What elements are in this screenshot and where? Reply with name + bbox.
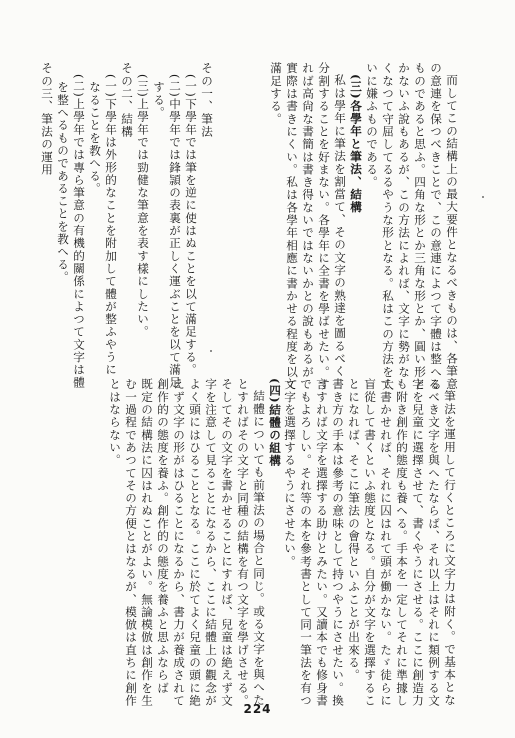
text-line: でもよろしい。それ等の本を參考書として同一筆法を有つ — [299, 378, 313, 707]
subsection-heading: その一、筆法 — [200, 62, 214, 138]
text-line: なることを教へる。 — [88, 80, 102, 195]
text-line: とはならない。 — [108, 378, 122, 467]
text-line: (一)下學年では筆を逆に使はぬことを以て滿足する。 — [184, 73, 198, 376]
text-line: れば高尙な書簡は書き得ないではないかとの說もあるが — [301, 62, 315, 379]
text-line: む一過程であつてその方便とはなるが、模倣は直ちに創作 — [124, 378, 138, 707]
text-line: 書き方の手本は參考の意味として持つやうにさせたい。換 — [331, 378, 345, 707]
text-line: も附き創作的態度も養へる。手本を一定してそれに準據し — [395, 378, 409, 707]
text-line: とすればその文字と同種の結構を有つ文字を學げさせる。 — [236, 378, 250, 707]
text-line: くなつて守屈してるるやうな形となる。私はこの方法を大 — [381, 62, 395, 391]
text-line: とになれば、そこに筆法の會得といふことが出來る。 — [347, 378, 361, 682]
text-line: ものであると思ふ。四角な形とか三角な形とか、圓い形と — [413, 62, 427, 391]
text-line: (三)上學年では勁健な筆意を表す樣にしたい。 — [136, 73, 150, 338]
text-line: 言すれば文字を選擇する助けとみたい。又讀本でも修身書 — [315, 378, 329, 707]
text-line: 字を注意して見ることになるから、ここに結體上の觀念が — [204, 378, 218, 707]
text-line: 創作的の態度を養ふ。創作的の態度を養ふと思ふならば — [156, 378, 170, 695]
print-speck — [482, 196, 484, 198]
text-line: 私は學年に筆法を割當て、その文字の熟達を圖るべく — [333, 73, 347, 378]
text-line: て書かせれば、それに囚はれて頭が働かない。たゞ徒らに — [379, 378, 393, 707]
text-line: 結體についても前筆法の場合と同じ。或る文字を與へた — [252, 389, 266, 706]
page-number: 224 — [243, 702, 272, 716]
text-line: (二)上學年では專ら筆意の有機的關係によつて文字は體 — [72, 73, 86, 389]
text-line: (二)中學年では鋒頴の表裏が正しく運ぶことを以て滿足 — [168, 73, 182, 389]
text-line: そしてその文字を書かせることにすれば、兒童は絶えず文 — [220, 378, 234, 707]
text-line: 實際は書きにくい。私は各學年相應に書かせる程度を以て — [285, 62, 299, 391]
section-heading: (四)結體の組構 — [268, 378, 282, 467]
section-heading: (三)各學年と筆法、結構 — [349, 73, 363, 214]
text-line: よく頭にはひることとなる。ここに於てよく兒童の頭に絶 — [188, 378, 202, 707]
text-line: 分割することを好まない。各學年に全書を學ばせたい。す — [317, 62, 331, 391]
subsection-heading: その二、結構 — [120, 62, 134, 138]
text-line: 滿足する。 — [269, 62, 283, 126]
text-line: るべき文字を與へたならば、それ以上はそれに類例する文 — [427, 378, 441, 707]
text-line: する。 — [152, 80, 166, 119]
lower-right-text-column — [283, 378, 458, 707]
text-line: 盲從して書くといふ態度となる。自分が文字を選擇するこ — [363, 378, 377, 707]
text-line: 筆法を運用して行くところに文字力は附く。で基本とな — [443, 389, 457, 706]
subsection-heading: その三、筆法の運用 — [40, 62, 54, 176]
text-line: の意連を保つべきことで、この意連によつて字體は整へる — [429, 62, 443, 391]
text-line: 字を兒童に選擇させて、書くやうにさせる。ここに創造力 — [411, 378, 425, 707]
text-line: 既定の結構法に囚はれぬことがよい。無論模倣は創作を生 — [140, 378, 154, 707]
text-line: かないふ說もあるが、この方法によれば、文字に勢がな — [397, 62, 411, 379]
text-line: (一)下學年は外形的なことを附加して體が整ふやうに — [104, 73, 118, 376]
lower-left-text-column — [59, 378, 283, 707]
text-line: 文字を選擇するやうにさせたい。 — [283, 378, 297, 568]
text-line: いに嫌ふものである。 — [365, 62, 379, 189]
print-speck — [210, 350, 212, 352]
upper-left-text-column — [40, 62, 215, 389]
text-line: えず文字の形がはひることになるから、書力が養成されて — [172, 378, 186, 707]
text-line: を整へるものであることを教へる。 — [56, 80, 70, 283]
text-line: 而してこの結構上の最大要件となるべきものは、各筆意 — [445, 73, 459, 390]
upper-right-text-column — [215, 62, 460, 391]
